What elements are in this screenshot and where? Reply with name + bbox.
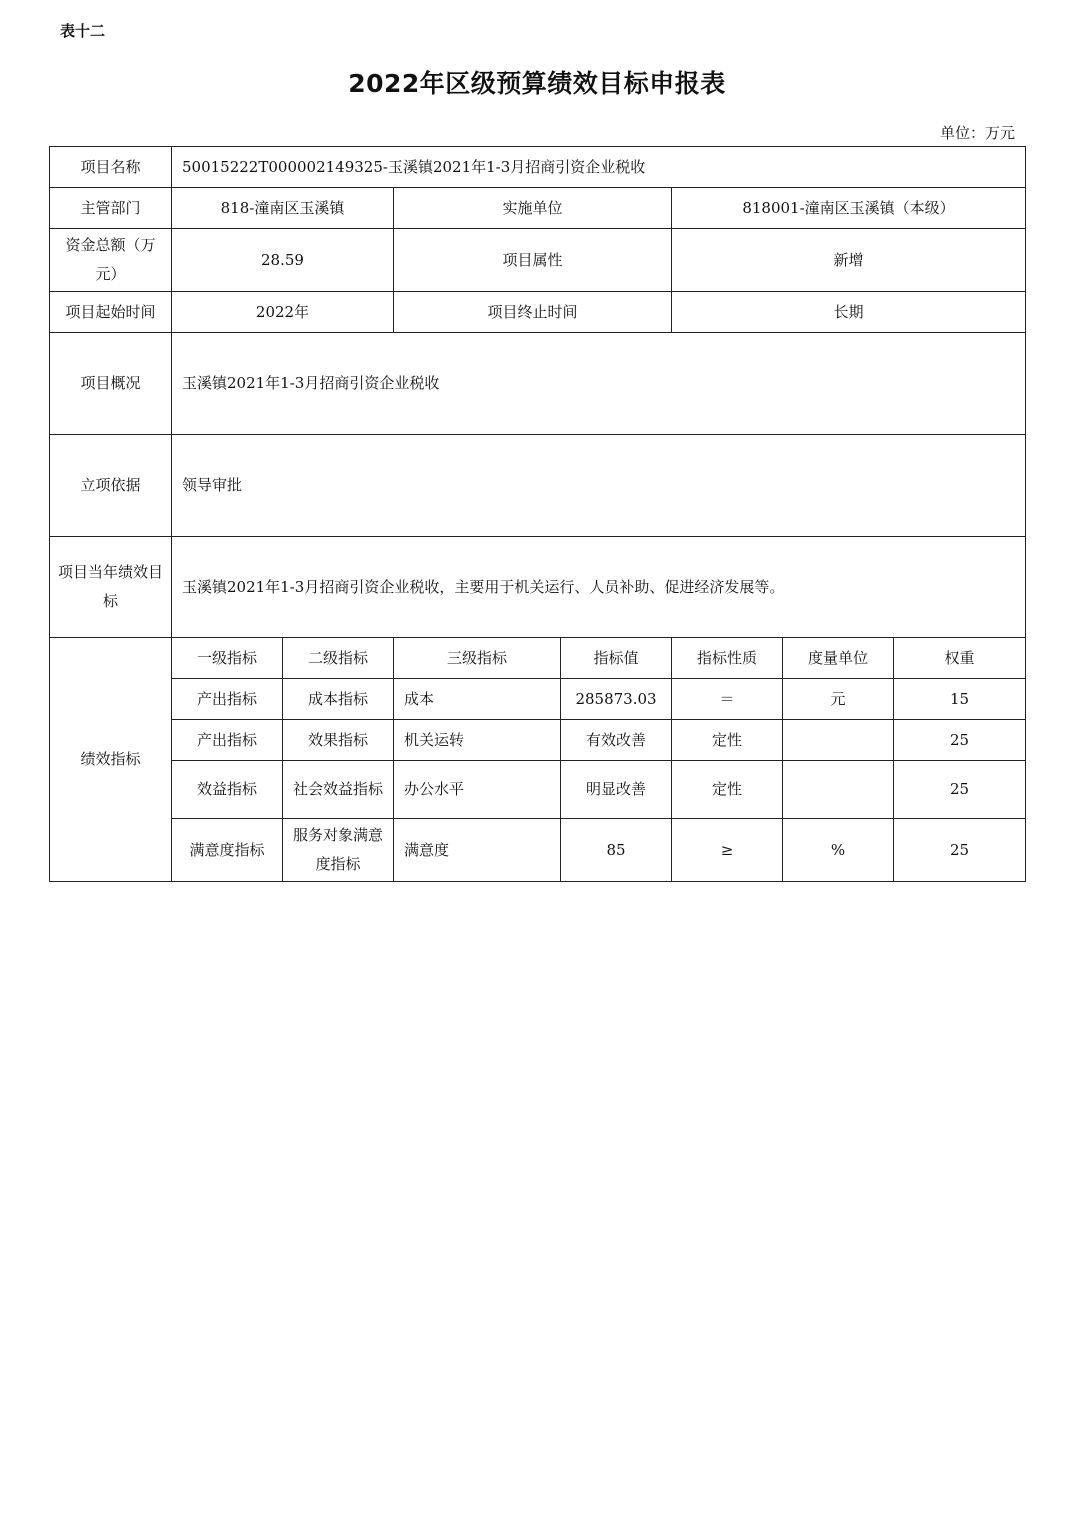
indicator-level3: 机关运转	[394, 720, 561, 761]
basis-value: 领导审批	[172, 435, 1026, 537]
unit-label: 单位：万元	[939, 124, 1015, 142]
overview-label: 项目概况	[50, 333, 172, 435]
row-department	[50, 188, 1026, 229]
end-time-label: 项目终止时间	[394, 292, 672, 333]
header-weight: 权重	[894, 638, 1026, 679]
table-number-label: 表十二	[60, 22, 106, 40]
indicator-level2: 效果指标	[283, 720, 394, 761]
indicator-unit: %	[783, 819, 894, 882]
row-annual-goal	[50, 537, 1026, 638]
row-project-name	[50, 147, 1026, 188]
indicator-row	[50, 819, 1026, 882]
indicator-unit	[783, 761, 894, 819]
indicator-level1: 产出指标	[172, 720, 283, 761]
indicator-nature: 定性	[672, 761, 783, 819]
start-time-label: 项目起始时间	[50, 292, 172, 333]
basis-label: 立项依据	[50, 435, 172, 537]
overview-value: 玉溪镇2021年1-3月招商引资企业税收	[172, 333, 1026, 435]
indicator-level3: 办公水平	[394, 761, 561, 819]
indicator-unit: 元	[783, 679, 894, 720]
header-value: 指标值	[561, 638, 672, 679]
indicator-row	[50, 761, 1026, 819]
project-name-value: 50015222T000002149325-玉溪镇2021年1-3月招商引资企业税收	[172, 147, 1026, 188]
indicator-nature: 定性	[672, 720, 783, 761]
dept-value: 818-潼南区玉溪镇	[172, 188, 394, 229]
indicator-level1: 效益指标	[172, 761, 283, 819]
indicator-level2: 成本指标	[283, 679, 394, 720]
indicator-row	[50, 679, 1026, 720]
header-level2: 二级指标	[283, 638, 394, 679]
indicator-level3: 满意度	[394, 819, 561, 882]
project-name-label: 项目名称	[50, 147, 172, 188]
indicator-nature: ≥	[672, 819, 783, 882]
indicator-weight: 25	[894, 761, 1026, 819]
goal-value: 玉溪镇2021年1-3月招商引资企业税收，主要用于机关运行、人员补助、促进经济发展等。	[172, 537, 1026, 638]
header-level1: 一级指标	[172, 638, 283, 679]
indicator-value: 285873.03	[561, 679, 672, 720]
project-attr-value: 新增	[672, 229, 1026, 292]
indicator-level2: 社会效益指标	[283, 761, 394, 819]
row-basis	[50, 435, 1026, 537]
indicator-weight: 25	[894, 819, 1026, 882]
header-unit: 度量单位	[783, 638, 894, 679]
indicator-header-row	[50, 638, 1026, 679]
indicator-value: 85	[561, 819, 672, 882]
start-time-value: 2022年	[172, 292, 394, 333]
indicator-value: 明显改善	[561, 761, 672, 819]
indicator-level1: 满意度指标	[172, 819, 283, 882]
header-nature: 指标性质	[672, 638, 783, 679]
funds-value: 28.59	[172, 229, 394, 292]
page-title: 2022年区级预算绩效目标申报表	[348, 69, 726, 98]
performance-target-form	[49, 146, 1026, 882]
row-funds	[50, 229, 1026, 292]
indicator-level2: 服务对象满意度指标	[283, 819, 394, 882]
indicator-value: 有效改善	[561, 720, 672, 761]
header-level3: 三级指标	[394, 638, 561, 679]
goal-label: 项目当年绩效目标	[50, 537, 172, 638]
indicators-label: 绩效指标	[50, 638, 172, 882]
impl-unit-value: 818001-潼南区玉溪镇（本级）	[672, 188, 1026, 229]
dept-label: 主管部门	[50, 188, 172, 229]
row-period	[50, 292, 1026, 333]
impl-unit-label: 实施单位	[394, 188, 672, 229]
indicator-row	[50, 720, 1026, 761]
indicator-weight: 25	[894, 720, 1026, 761]
row-overview	[50, 333, 1026, 435]
end-time-value: 长期	[672, 292, 1026, 333]
indicator-nature: ＝	[672, 679, 783, 720]
indicator-level1: 产出指标	[172, 679, 283, 720]
funds-label: 资金总额（万元）	[50, 229, 172, 292]
indicator-unit	[783, 720, 894, 761]
indicator-weight: 15	[894, 679, 1026, 720]
project-attr-label: 项目属性	[394, 229, 672, 292]
indicator-level3: 成本	[394, 679, 561, 720]
